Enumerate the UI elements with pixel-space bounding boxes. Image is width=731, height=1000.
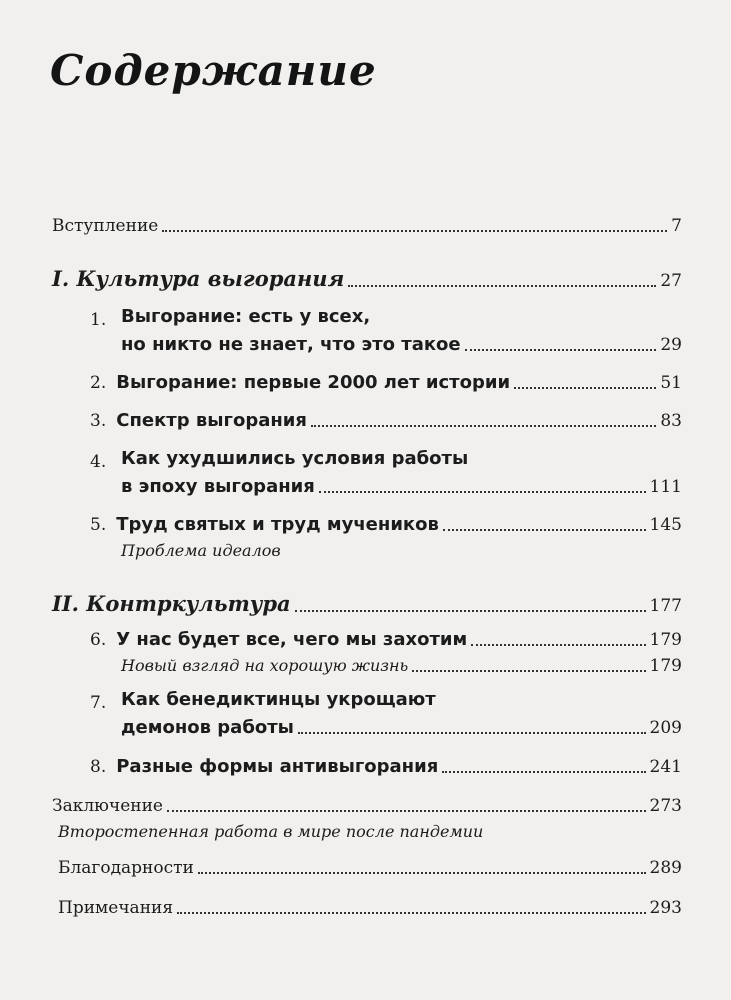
chapter-title: Труд святых и труд мучеников (116, 514, 439, 535)
toc-label: Благодарности (58, 858, 194, 878)
chapter-subtitle: Проблема идеалов (121, 541, 281, 560)
toc-label: Примечания (58, 898, 174, 918)
toc-page: 179 (649, 630, 682, 650)
toc-entry-ch4[interactable] (121, 476, 682, 497)
toc-page: 111 (649, 477, 682, 497)
leader-dots (442, 771, 645, 773)
toc-page: 209 (649, 718, 682, 738)
toc-entry-ch5[interactable] (90, 514, 682, 535)
chapter-title-line1: Как бенедиктинцы укрощают (121, 689, 436, 710)
toc-section-title: II. Контркультура (52, 591, 291, 616)
toc-page: 51 (660, 373, 682, 393)
toc-entry-ch2[interactable] (90, 372, 682, 393)
chapter-title: У нас будет все, чего мы захотим (116, 629, 468, 650)
toc-entry-ch6[interactable] (90, 629, 682, 650)
chapter-number: 2. (90, 373, 107, 393)
leader-dots (465, 349, 657, 351)
toc-entry-conclusion[interactable] (52, 796, 682, 816)
toc-page: 273 (649, 796, 682, 816)
toc-label: Заключение (52, 796, 163, 816)
leader-dots (167, 810, 646, 812)
chapter-number: 4. (90, 452, 107, 472)
leader-dots (514, 387, 656, 389)
chapter-title-line1: Выгорание: есть у всех, (121, 306, 371, 327)
chapter-number: 8. (90, 757, 107, 777)
toc-page: 7 (671, 216, 682, 236)
toc-entry-notes[interactable] (58, 898, 682, 918)
toc-page: 83 (660, 411, 682, 431)
toc-entry-part1[interactable] (52, 266, 682, 291)
leader-dots (177, 912, 645, 914)
conclusion-subtitle: Второстепенная работа в мире после пандемии (58, 822, 484, 841)
toc-entry-thanks[interactable] (58, 858, 682, 878)
toc-entry-ch1[interactable] (121, 334, 682, 355)
chapter-number: 6. (90, 630, 107, 650)
toc-page: 241 (649, 757, 682, 777)
leader-dots (319, 491, 646, 493)
chapter-number: 1. (90, 310, 107, 330)
chapter-number: 7. (90, 693, 107, 713)
leader-dots (471, 644, 645, 646)
leader-dots (311, 425, 656, 427)
chapter-title-line2: демонов работы (121, 717, 294, 738)
toc-page: 177 (649, 596, 682, 616)
leader-dots (412, 670, 645, 672)
toc-page: 179 (649, 656, 682, 676)
toc-page: 145 (649, 515, 682, 535)
toc-label: Вступление (52, 216, 159, 236)
leader-dots (162, 230, 667, 232)
toc-section-title: I. Культура выгорания (52, 266, 345, 291)
toc-entry-ch3[interactable] (90, 410, 682, 431)
toc-page: 289 (649, 858, 682, 878)
chapter-subtitle: Новый взгляд на хорошую жизнь (121, 656, 409, 675)
chapter-number: 3. (90, 411, 107, 431)
toc-page: 29 (660, 335, 682, 355)
toc-entry-ch8[interactable] (90, 756, 682, 777)
chapter-number: 5. (90, 515, 107, 535)
toc-page: 27 (660, 271, 682, 291)
toc-entry-ch6-sub[interactable] (121, 656, 682, 676)
page-title: Содержание (50, 46, 377, 95)
toc-page: 293 (649, 898, 682, 918)
leader-dots (198, 872, 646, 874)
leader-dots (295, 610, 646, 612)
chapter-title: Разные формы антивыгорания (116, 756, 439, 777)
chapter-title: Спектр выгорания (116, 410, 307, 431)
chapter-title-line2: но никто не знает, что это такое (121, 334, 461, 355)
chapter-title: Выгорание: первые 2000 лет истории (116, 372, 511, 393)
leader-dots (298, 732, 646, 734)
leader-dots (443, 529, 646, 531)
toc-entry-ch7[interactable] (121, 717, 682, 738)
chapter-title-line2: в эпоху выгорания (121, 476, 315, 497)
toc-entry-part2[interactable] (52, 591, 682, 616)
chapter-title-line1: Как ухудшились условия работы (121, 448, 469, 469)
leader-dots (348, 285, 656, 287)
toc-entry-intro[interactable] (52, 216, 682, 236)
